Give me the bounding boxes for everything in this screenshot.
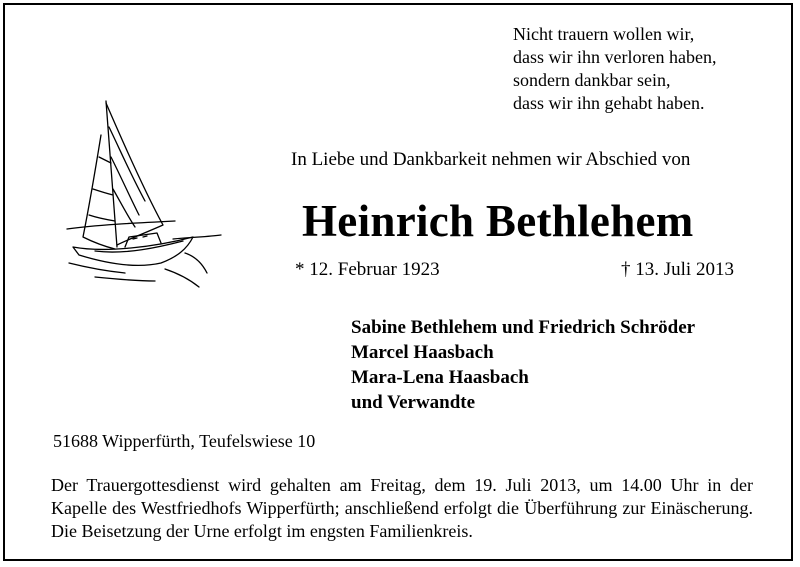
mourners-list xyxy=(351,315,695,415)
address: 51688 Wipperfürth, Teufelswiese 10 xyxy=(53,431,316,451)
mourner: und Verwandte xyxy=(351,392,476,413)
mourner: Mara-Lena Haasbach xyxy=(351,367,529,388)
poem-line: sondern dankbar sein, xyxy=(513,70,671,90)
poem-line: dass wir ihn verloren haben, xyxy=(513,47,717,67)
service-notice: Der Trauergottesdienst wird gehalten am Freitag, dem 19. Juli 2013, um 14.00 Uhr in der Kapelle des Westfriedhofs Wipperfürth; anschließend erfolgt die Überführung zur Einäscherung. Die Beisetzung der Urne erfolgt im engsten Familienkreis. xyxy=(51,475,753,541)
mourner: Sabine Bethlehem und Friedrich Schröder xyxy=(351,317,696,338)
obituary-card xyxy=(3,3,793,561)
poem-line: dass wir ihn gehabt haben. xyxy=(513,93,705,113)
poem-line: Nicht trauern wollen wir, xyxy=(513,24,695,44)
sailboat-icon xyxy=(65,97,225,293)
deceased-name: Heinrich Bethlehem xyxy=(302,196,694,246)
mourner: Marcel Haasbach xyxy=(351,342,494,363)
poem xyxy=(513,23,716,115)
death-date: † 13. Juli 2013 xyxy=(621,259,734,280)
farewell-intro: In Liebe und Dankbarkeit nehmen wir Abschied von xyxy=(291,149,691,170)
birth-date: * 12. Februar 1923 xyxy=(295,259,440,280)
